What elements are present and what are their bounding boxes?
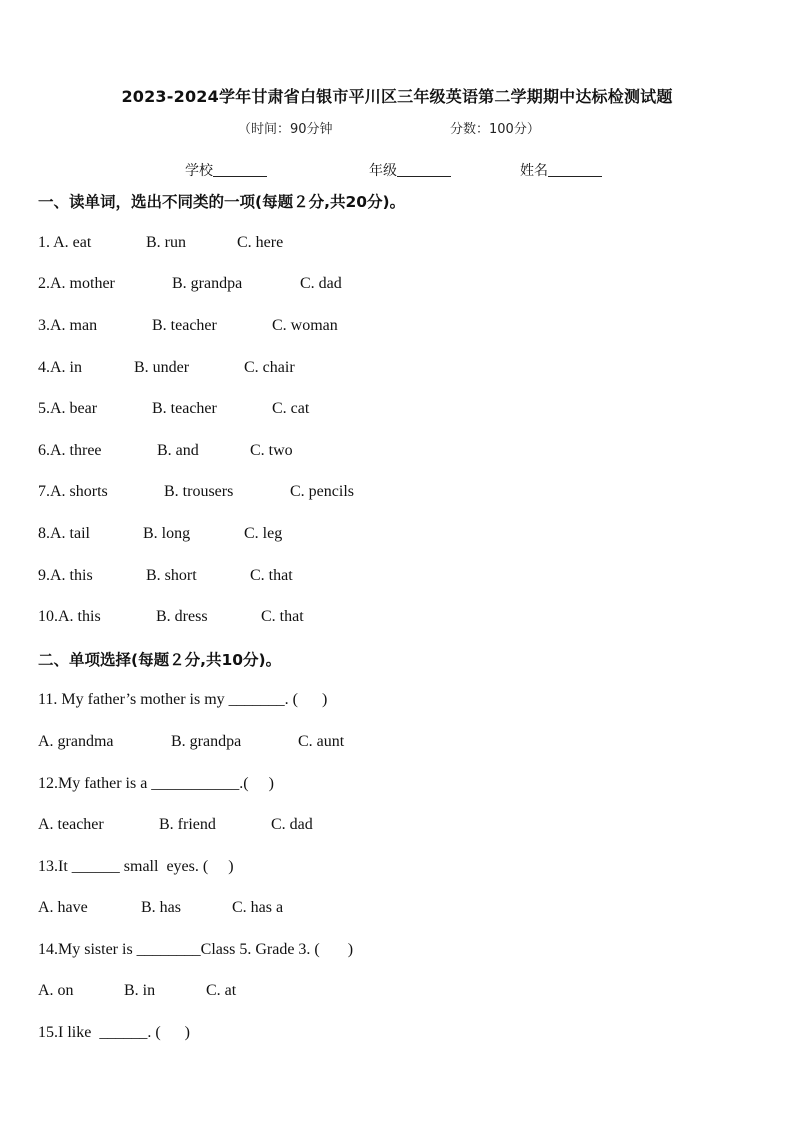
- option-a: A. tail: [50, 525, 90, 542]
- exam-score: 分数：100分）: [450, 122, 540, 137]
- grade-blank[interactable]: [397, 162, 451, 177]
- option-b: B. trousers: [164, 483, 234, 500]
- name-blank[interactable]: [548, 162, 602, 177]
- question-14-stem: 14.My sister is ________Class 5. Grade 3. ( ): [38, 941, 354, 958]
- option-c: C. at: [206, 982, 237, 999]
- question-10: [38, 608, 101, 626]
- option-b: B. and: [157, 442, 199, 459]
- question-number: 6.: [38, 442, 50, 459]
- option-b: B. in: [124, 982, 156, 999]
- option-c: C. two: [250, 442, 293, 459]
- school-blank[interactable]: [213, 162, 267, 177]
- question-number: 1.: [38, 234, 54, 251]
- option-c: C. dad: [271, 816, 313, 833]
- option-a: A. have: [38, 899, 88, 916]
- option-c: C. aunt: [298, 733, 345, 750]
- option-a: A. man: [50, 317, 98, 334]
- question-15-stem: 15.I like ______. ( ): [38, 1024, 190, 1041]
- option-c: C. dad: [300, 275, 342, 292]
- grade-field: [369, 160, 451, 180]
- option-a: A. teacher: [38, 816, 104, 833]
- option-a: A. grandma: [38, 733, 114, 750]
- option-c: C. that: [250, 567, 293, 584]
- option-c: C. woman: [272, 317, 338, 334]
- option-a: A. on: [38, 982, 74, 999]
- option-b: B. grandpa: [171, 733, 242, 750]
- question-number: 4.: [38, 359, 50, 376]
- question-5: [38, 400, 97, 418]
- question-number: 7.: [38, 483, 50, 500]
- option-c: C. that: [261, 608, 304, 625]
- option-b: B. dress: [156, 608, 208, 625]
- section2-heading: 二、单项选择(每题２分,共10分)。: [38, 651, 282, 669]
- question-2: [38, 275, 115, 293]
- option-b: B. friend: [159, 816, 216, 833]
- school-label: 学校: [185, 163, 213, 179]
- grade-label: 年级: [369, 163, 397, 179]
- question-12-stem: 12.My father is a ___________.( ): [38, 775, 274, 792]
- option-b: B. has: [141, 899, 181, 916]
- name-field: [520, 160, 602, 180]
- question-number: 10.: [38, 608, 58, 625]
- question-8: [38, 525, 90, 543]
- option-a: A. eat: [53, 234, 92, 251]
- option-c: C. pencils: [290, 483, 354, 500]
- option-b: B. grandpa: [172, 275, 243, 292]
- exam-time: （时间：90分钟: [238, 122, 333, 137]
- school-field: [185, 160, 267, 180]
- option-b: B. under: [134, 359, 190, 376]
- option-c: C. here: [237, 234, 284, 251]
- question-3: [38, 317, 97, 335]
- option-a: A. mother: [50, 275, 115, 292]
- question-6: [38, 442, 102, 460]
- question-number: 2.: [38, 275, 50, 292]
- option-a: A. shorts: [50, 483, 108, 500]
- option-c: C. cat: [272, 400, 310, 417]
- option-a: A. this: [58, 608, 101, 625]
- question-1: [38, 234, 91, 252]
- name-label: 姓名: [520, 163, 548, 179]
- option-a: A. this: [50, 567, 93, 584]
- option-c: C. chair: [244, 359, 295, 376]
- question-number: 9.: [38, 567, 50, 584]
- option-b: B. run: [146, 234, 186, 251]
- question-4: [38, 359, 82, 377]
- section1-heading: 一、读单词，选出不同类的一项(每题２分,共20分)。: [38, 193, 406, 211]
- option-b: B. teacher: [152, 317, 217, 334]
- option-a: A. three: [50, 442, 102, 459]
- option-b: B. long: [143, 525, 191, 542]
- question-9: [38, 567, 93, 585]
- exam-title: 2023-2024学年甘肃省白银市平川区三年级英语第二学期期中达标检测试题: [121, 87, 673, 106]
- question-13-stem: 13.It ______ small eyes. ( ): [38, 858, 234, 875]
- question-number: 3.: [38, 317, 50, 334]
- option-b: B. teacher: [152, 400, 217, 417]
- option-c: C. has a: [232, 899, 284, 916]
- option-b: B. short: [146, 567, 197, 584]
- question-number: 5.: [38, 400, 50, 417]
- question-number: 8.: [38, 525, 50, 542]
- question-11-stem: 11. My father’s mother is my _______. ( ): [38, 691, 328, 708]
- question-7: [38, 483, 108, 501]
- option-a: A. bear: [50, 400, 98, 417]
- option-a: A. in: [50, 359, 82, 376]
- option-c: C. leg: [244, 525, 283, 542]
